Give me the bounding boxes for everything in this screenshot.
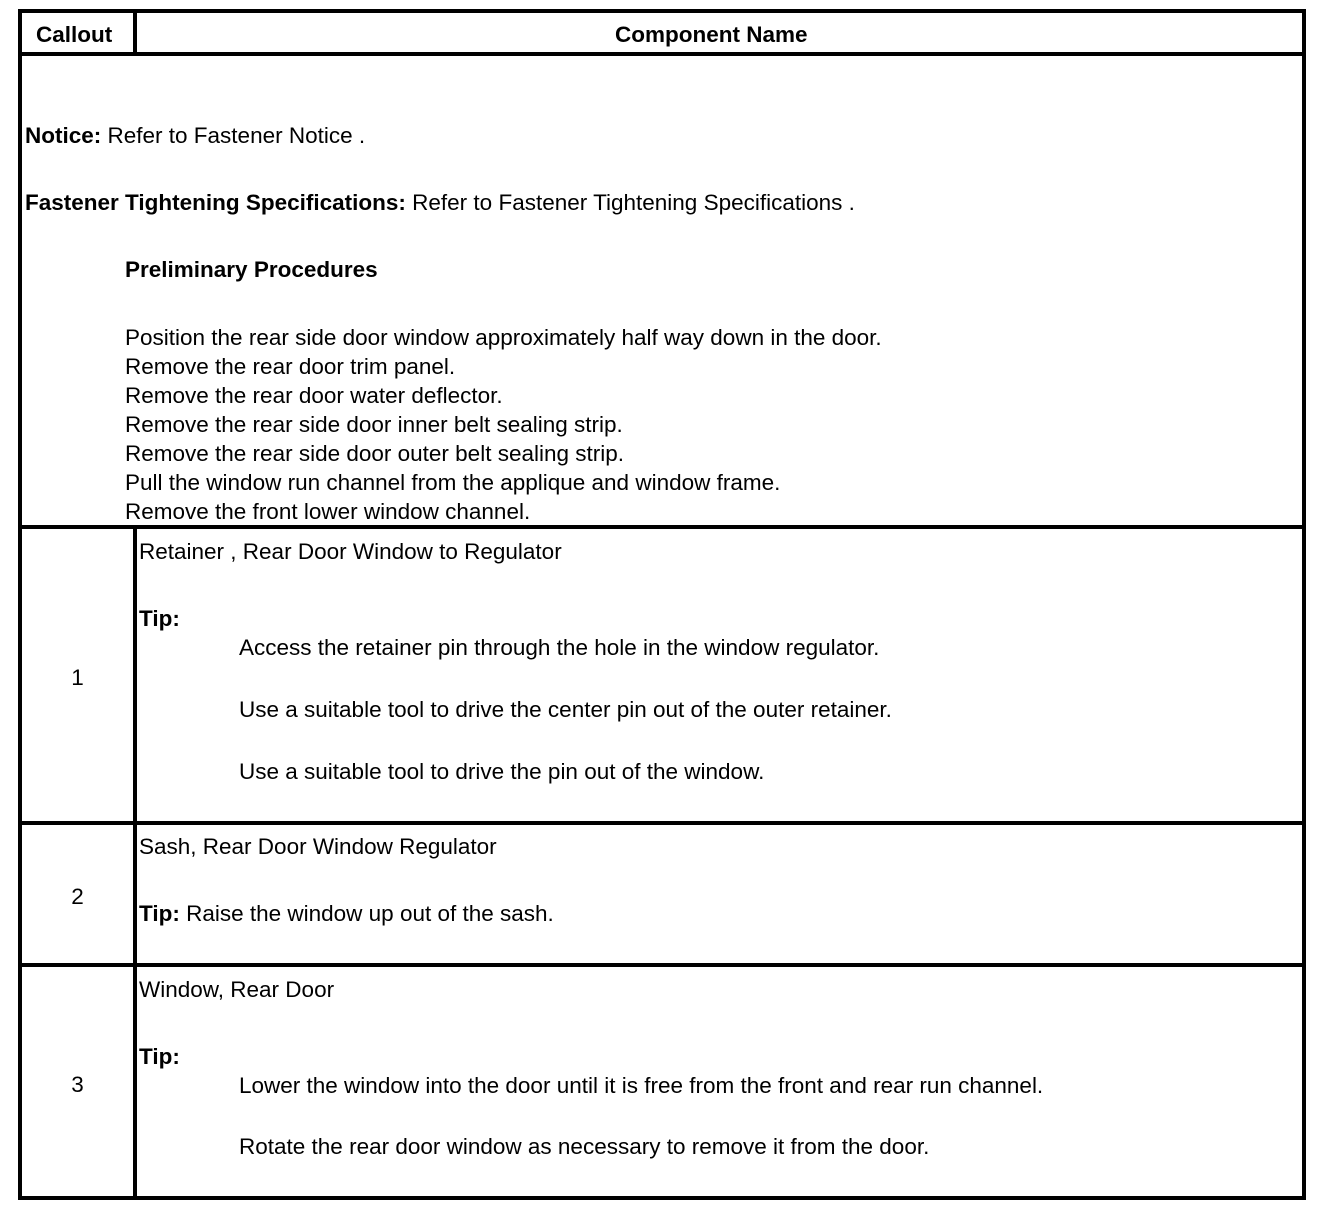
tip-text: Rotate the rear door window as necessary to remove it from the door. xyxy=(239,1134,930,1159)
tip-text: Use a suitable tool to drive the pin out of the window. xyxy=(239,759,765,784)
notice-text: Refer to Fastener Notice . xyxy=(101,123,366,148)
spec-line xyxy=(25,190,855,216)
step-item: Remove the rear side door outer belt sealing strip. xyxy=(125,441,625,466)
tip-text: Use a suitable tool to drive the center pin out of the outer retainer. xyxy=(239,697,892,722)
tip-line xyxy=(139,901,554,927)
notice-line xyxy=(25,123,365,149)
preliminary-heading: Preliminary Procedures xyxy=(125,257,378,282)
row1-bottom-border xyxy=(22,821,1302,825)
component-name: Sash, Rear Door Window Regulator xyxy=(139,834,497,859)
component-name-header: Component Name xyxy=(615,22,808,47)
step-item: Remove the rear door water deflector. xyxy=(125,383,503,408)
row2-bottom-border xyxy=(22,963,1302,967)
step-item: Remove the rear side door inner belt sealing strip. xyxy=(125,412,623,437)
component-name: Retainer , Rear Door Window to Regulator xyxy=(139,539,562,564)
row2-divider xyxy=(133,823,137,967)
procedure-table xyxy=(18,9,1306,1200)
preliminary-steps xyxy=(125,323,882,526)
callout-number: 1 xyxy=(71,665,84,690)
header-bottom-border xyxy=(22,52,1302,56)
tip-label: Tip: xyxy=(139,606,180,631)
callout-number: 2 xyxy=(71,884,84,909)
callout-header: Callout xyxy=(36,22,113,47)
step-item: Position the rear side door window approximately half way down in the door. xyxy=(125,325,882,350)
tip-text: Lower the window into the door until it is free from the front and rear run channel. xyxy=(239,1073,1044,1098)
tip-label: Tip: xyxy=(139,901,180,926)
intro-bottom-border xyxy=(22,525,1302,529)
notice-label: Notice: xyxy=(25,123,102,148)
step-item: Remove the rear door trim panel. xyxy=(125,354,456,379)
spec-label: Fastener Tightening Specifications: xyxy=(25,190,406,215)
step-item: Pull the window run channel from the applique and window frame. xyxy=(125,470,781,495)
tip-text: Access the retainer pin through the hole in the window regulator. xyxy=(239,635,880,660)
component-name: Window, Rear Door xyxy=(139,977,335,1002)
step-item: Remove the front lower window channel. xyxy=(125,499,531,524)
header-divider xyxy=(133,13,137,53)
tip-label: Tip: xyxy=(139,1044,180,1069)
tip-text: Raise the window up out of the sash. xyxy=(179,901,554,926)
row3-divider xyxy=(133,965,137,1200)
callout-number: 3 xyxy=(71,1072,84,1097)
spec-text: Refer to Fastener Tightening Specifications . xyxy=(405,190,855,215)
row1-divider xyxy=(133,527,137,825)
